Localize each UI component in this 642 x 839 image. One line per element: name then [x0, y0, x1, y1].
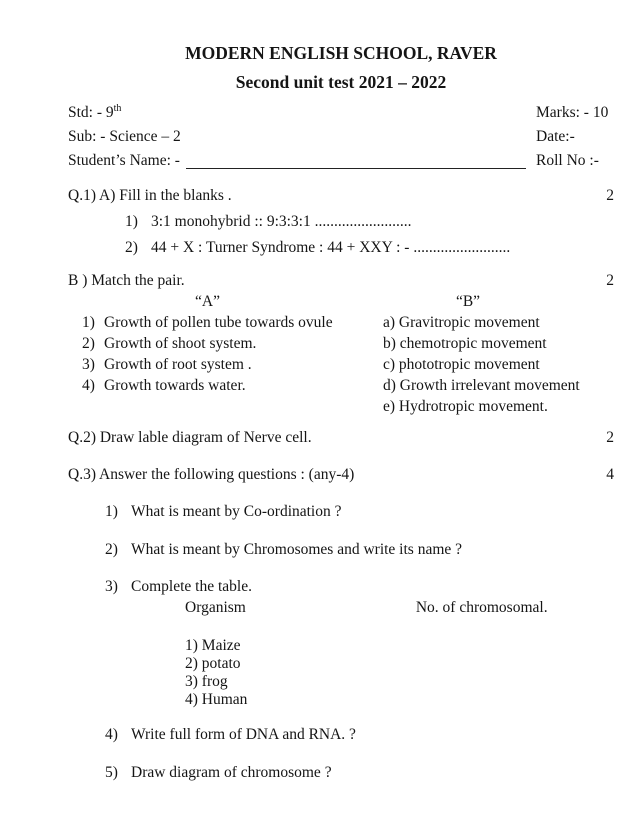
- q3-item-text: Draw diagram of chromosome ?: [131, 764, 332, 781]
- match-item-b: d) Growth irrelevant movement: [383, 377, 580, 394]
- q1-item-number: 1): [125, 213, 138, 230]
- info-block: [68, 101, 614, 173]
- student-name-row: [68, 149, 614, 173]
- q3-heading: Q.3) Answer the following questions : (any-4): [68, 466, 355, 483]
- q1-item: [125, 211, 614, 232]
- match-heading-row: [68, 270, 614, 291]
- q1-item-text: 3:1 monohybrid :: 9:3:3:1 .........................: [151, 213, 412, 230]
- match-item-number: 2): [82, 335, 95, 352]
- std-marks-row: [68, 101, 614, 125]
- test-title: Second unit test 2021 – 2022: [235, 72, 447, 92]
- subject-label: Sub: - Science – 2: [68, 128, 181, 145]
- q3-heading-row: [68, 464, 614, 485]
- match-item-number: [82, 396, 104, 417]
- match-item-a: [82, 312, 383, 333]
- organism-item: 2) potato: [185, 655, 241, 672]
- match-row: [82, 312, 614, 333]
- match-item-a-text: Growth towards water.: [104, 377, 246, 394]
- table-col2-header: No. of chromosomal.: [415, 599, 548, 616]
- q3-item-number: 5): [105, 764, 118, 781]
- q3-item-text: Complete the table.: [131, 578, 252, 595]
- match-item-b: e) Hydrotropic movement.: [383, 398, 548, 415]
- q3-item: [105, 539, 614, 560]
- student-name-blank-line: [186, 149, 526, 169]
- q1-heading: Q.1) A) Fill in the blanks .: [68, 187, 232, 204]
- q2-heading: Q.2) Draw lable diagram of Nerve cell.: [68, 429, 312, 446]
- match-pairs-list: [82, 312, 614, 417]
- q3-item-text: What is meant by Co-ordination ?: [131, 503, 342, 520]
- std-label: [68, 101, 121, 125]
- match-row: [82, 333, 614, 354]
- match-item-a: [82, 354, 383, 375]
- match-row: [82, 375, 614, 396]
- match-item-a-text: Growth of pollen tube towards ovule: [104, 314, 333, 331]
- match-item-a: [82, 375, 383, 396]
- match-item-a-text: Growth of root system .: [104, 356, 252, 373]
- match-item-number: 1): [82, 314, 95, 331]
- q3-item-number: 4): [105, 726, 118, 743]
- q1-item-number: 2): [125, 239, 138, 256]
- date-label: Date:-: [536, 128, 575, 145]
- std-value: Std: - 9: [68, 104, 114, 121]
- std-superscript: th: [113, 102, 122, 114]
- match-columns-header: [68, 291, 614, 312]
- match-row: [82, 396, 614, 417]
- q3-marks: 4: [606, 466, 614, 483]
- q1-marks: 2: [606, 187, 614, 204]
- q3-item-text: What is meant by Chromosomes and write its name ?: [131, 541, 463, 558]
- match-col-a-header: “A”: [195, 293, 220, 310]
- match-heading: B ) Match the pair.: [68, 272, 185, 289]
- match-item-b: a) Gravitropic movement: [383, 314, 540, 331]
- q3-item: [105, 576, 614, 597]
- match-row: [82, 354, 614, 375]
- match-item-b: b) chemotropic movement: [383, 335, 547, 352]
- match-item-a: [82, 396, 383, 417]
- q3-item: [105, 724, 614, 745]
- match-item-a: [82, 333, 383, 354]
- q3-item-text: Write full form of DNA and RNA. ?: [131, 726, 356, 743]
- student-name-label: Student’s Name: -: [68, 152, 180, 169]
- q1-heading-row: [68, 185, 614, 206]
- q1-item: [125, 237, 614, 258]
- q3-item-number: 3): [105, 578, 118, 595]
- marks-label: Marks: - 10: [536, 104, 609, 121]
- roll-no-label: Roll No :-: [536, 152, 599, 169]
- school-name-title: MODERN ENGLISH SCHOOL, RAVER: [185, 43, 497, 63]
- match-col-b-header: “B”: [455, 293, 481, 310]
- table-col1-header: Organism: [185, 599, 246, 616]
- match-item-number: 3): [82, 356, 95, 373]
- q1-item-text: 44 + X : Turner Syndrome : 44 + XXY : - .........................: [151, 239, 511, 256]
- organism-item: 1) Maize: [185, 637, 241, 654]
- table-header-row: [68, 597, 614, 618]
- q2-heading-row: [68, 427, 614, 448]
- organism-list: [185, 637, 614, 709]
- match-item-b: c) phototropic movement: [383, 356, 540, 373]
- q3-item: [105, 762, 614, 783]
- subject-date-row: [68, 125, 614, 149]
- organism-item: 3) frog: [185, 673, 228, 690]
- q3-item: [105, 501, 614, 522]
- q3-item-number: 2): [105, 541, 118, 558]
- q3-item-number: 1): [105, 503, 118, 520]
- match-marks: 2: [606, 272, 614, 289]
- q2-marks: 2: [606, 429, 614, 446]
- organism-item: 4) Human: [185, 691, 248, 708]
- match-item-a-text: Growth of shoot system.: [104, 335, 257, 352]
- match-item-number: 4): [82, 377, 95, 394]
